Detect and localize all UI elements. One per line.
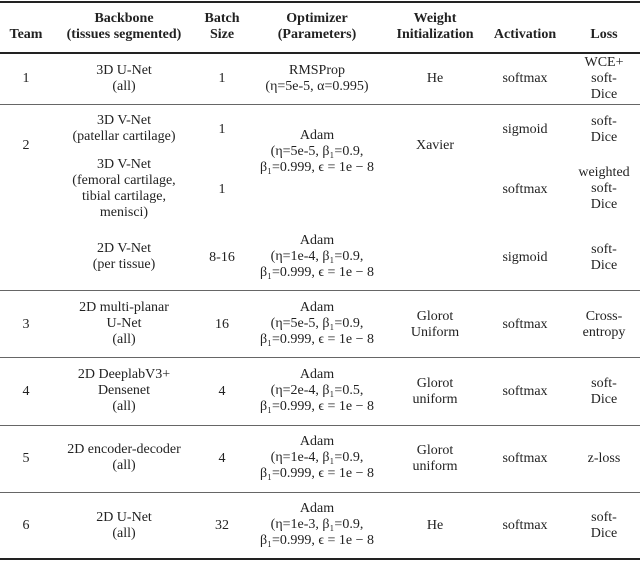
cell-activation: softmax [502, 317, 548, 332]
cell-batch: 4 [218, 451, 226, 466]
cell-weight: He [426, 518, 444, 533]
cell-optimizer: Adam (η=1e-4, β₁=0.9, β₁=0.999, ϵ = 1e − 8 [259, 434, 375, 481]
cell-backbone: 2D U-Net (all) [96, 510, 152, 541]
header-weight-init: Weight Initialization [396, 11, 474, 42]
cell-loss: soft-Dice [590, 114, 618, 145]
header-team: Team [9, 27, 43, 42]
cell-activation: softmax [502, 384, 548, 399]
header-batch-size: Batch Size [204, 11, 240, 42]
cell-team: 4 [22, 384, 30, 399]
cell-activation: softmax [502, 518, 548, 533]
cell-batch: 8-16 [209, 250, 235, 265]
cell-batch: 16 [215, 317, 229, 332]
cell-backbone: 3D V-Net (patellar cartilage) [72, 113, 176, 144]
cell-team: 1 [22, 71, 30, 86]
cell-loss: z-loss [587, 451, 621, 466]
row-divider [0, 492, 640, 493]
cell-weight: Xavier [415, 138, 455, 153]
cell-weight: Glorot uniform [412, 443, 458, 474]
cell-optimizer: Adam (η=5e-5, β₁=0.9, β₁=0.999, ϵ = 1e − 8 [259, 300, 375, 347]
cell-loss: WCE+ soft-Dice [584, 55, 624, 102]
row-divider [0, 104, 640, 105]
cell-optimizer: Adam (η=1e-4, β₁=0.9, β₁=0.999, ϵ = 1e − 8 [259, 233, 375, 280]
cell-batch: 32 [215, 518, 229, 533]
cell-backbone: 2D encoder-decoder (all) [67, 442, 181, 473]
cell-batch: 1 [218, 182, 226, 197]
cell-team: 2 [22, 138, 30, 153]
cell-batch: 1 [218, 71, 226, 86]
cell-activation: sigmoid [502, 122, 548, 137]
header-rule [0, 52, 640, 54]
cell-backbone: 3D U-Net (all) [96, 63, 152, 94]
cell-backbone: 2D V-Net (per tissue) [92, 241, 156, 272]
cell-optimizer: Adam (η=5e-5, β₁=0.9, β₁=0.999, ϵ = 1e − 8 [259, 128, 375, 175]
cell-loss: Cross- entropy [582, 309, 626, 340]
cell-optimizer: Adam (η=2e-4, β₁=0.5, β₁=0.999, ϵ = 1e − 8 [259, 367, 375, 414]
cell-activation: softmax [502, 182, 548, 197]
row-divider [0, 425, 640, 426]
cell-optimizer: Adam (η=1e-3, β₁=0.9, β₁=0.999, ϵ = 1e − 8 [259, 501, 375, 548]
cell-backbone: 2D multi-planar U-Net (all) [79, 300, 169, 347]
cell-loss: weighted soft-Dice [578, 165, 630, 212]
cell-activation: softmax [502, 451, 548, 466]
cell-weight: He [426, 71, 444, 86]
cell-loss: soft-Dice [590, 376, 618, 407]
cell-weight: Glorot uniform [412, 376, 458, 407]
cell-activation: sigmoid [502, 250, 548, 265]
cell-loss: soft-Dice [590, 242, 618, 273]
header-backbone: Backbone (tissues segmented) [66, 11, 182, 42]
cell-activation: softmax [502, 71, 548, 86]
cell-team: 6 [22, 518, 30, 533]
header-optimizer: Optimizer (Parameters) [277, 11, 357, 42]
bottom-rule [0, 558, 640, 560]
header-loss: Loss [590, 27, 618, 42]
cell-batch: 4 [218, 384, 226, 399]
row-divider [0, 357, 640, 358]
cell-loss: soft-Dice [590, 510, 618, 541]
header-activation: Activation [493, 27, 557, 42]
cell-team: 5 [22, 451, 30, 466]
cell-batch: 1 [218, 122, 226, 137]
row-divider [0, 290, 640, 291]
cell-backbone: 3D V-Net (femoral cartilage, tibial cartilage, menisci) [72, 157, 176, 220]
cell-weight: Glorot Uniform [410, 309, 460, 340]
cell-backbone: 2D DeeplabV3+ Densenet (all) [77, 367, 171, 414]
cell-team: 3 [22, 317, 30, 332]
top-rule [0, 1, 640, 3]
cell-optimizer: RMSProp (η=5e-5, α=0.995) [265, 63, 369, 94]
